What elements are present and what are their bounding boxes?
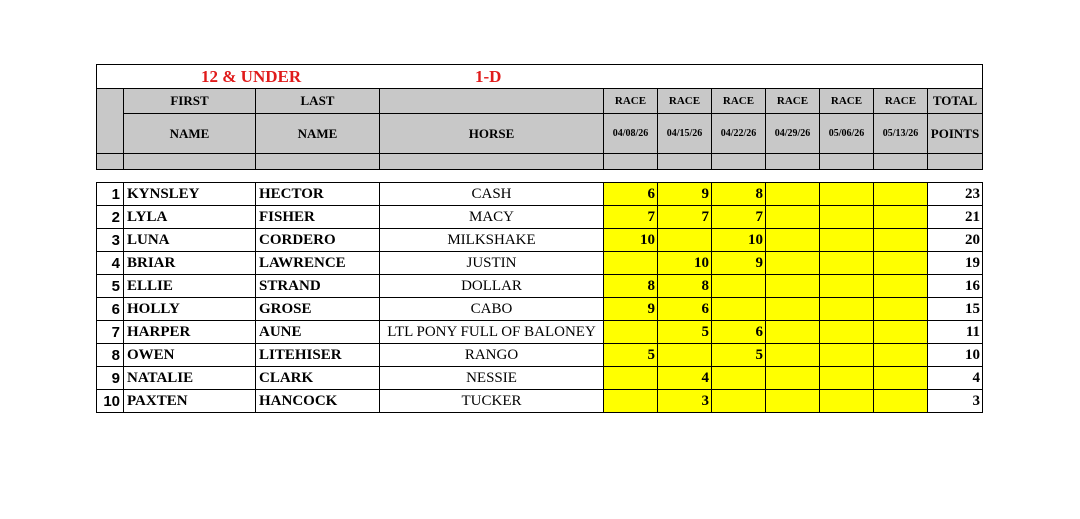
last-name-cell: CLARK [256,367,380,390]
total-points-cell: 11 [928,321,983,344]
race-4-header: RACE [766,89,820,114]
last-name-cell: STRAND [256,275,380,298]
total-points-cell: 16 [928,275,983,298]
race-6-points [874,252,928,275]
race-4-points [766,344,820,367]
race-5-points [820,367,874,390]
total-points-cell: 19 [928,252,983,275]
race-4-points [766,367,820,390]
spacer-cell [256,154,380,170]
race-6-points [874,344,928,367]
horse-cell: MILKSHAKE [380,229,604,252]
row-number: 4 [97,252,124,275]
race-3-points: 10 [712,229,766,252]
race-6-points [874,367,928,390]
race-5-points [820,275,874,298]
race-3-date: 04/22/26 [712,114,766,154]
table-row [97,229,983,252]
blank-cell [97,170,983,183]
title-row [97,65,983,89]
table-row [97,183,983,206]
race-5-points [820,206,874,229]
horse-cell: NESSIE [380,367,604,390]
first-name-cell: PAXTEN [124,390,256,413]
row-number: 2 [97,206,124,229]
total-points-cell: 10 [928,344,983,367]
race-1-points: 7 [604,206,658,229]
horse-cell: LTL PONY FULL OF BALONEY [380,321,604,344]
race-6-points [874,390,928,413]
race-3-points [712,390,766,413]
first-name-header-top: FIRST [124,89,256,114]
race-1-points: 9 [604,298,658,321]
last-name-cell: LITEHISER [256,344,380,367]
race-5-points [820,183,874,206]
race-2-points: 7 [658,206,712,229]
last-name-cell: GROSE [256,298,380,321]
race-1-points: 6 [604,183,658,206]
race-3-points [712,298,766,321]
race-1-points: 10 [604,229,658,252]
horse-cell: DOLLAR [380,275,604,298]
race-3-points: 5 [712,344,766,367]
first-name-cell: ELLIE [124,275,256,298]
total-points-cell: 21 [928,206,983,229]
race-5-points [820,252,874,275]
race-3-points: 9 [712,252,766,275]
race-4-points [766,298,820,321]
last-name-cell: FISHER [256,206,380,229]
last-name-cell: AUNE [256,321,380,344]
total-header-bottom: POINTS [928,114,983,154]
horse-cell: CABO [380,298,604,321]
race-1-points [604,252,658,275]
spacer-cell [874,154,928,170]
title-cell [97,65,983,89]
first-name-cell: KYNSLEY [124,183,256,206]
race-2-points: 6 [658,298,712,321]
row-number: 7 [97,321,124,344]
race-1-date: 04/08/26 [604,114,658,154]
race-5-points [820,298,874,321]
table-row [97,206,983,229]
race-1-points [604,367,658,390]
row-number: 1 [97,183,124,206]
race-1-header: RACE [604,89,658,114]
race-4-date: 04/29/26 [766,114,820,154]
last-name-cell: CORDERO [256,229,380,252]
race-5-points [820,344,874,367]
race-3-points: 7 [712,206,766,229]
race-5-date: 05/06/26 [820,114,874,154]
race-5-header: RACE [820,89,874,114]
total-points-cell: 3 [928,390,983,413]
header-spacer-row [97,154,983,170]
class-title: 1-D [475,67,502,86]
race-2-points: 8 [658,275,712,298]
race-3-points [712,367,766,390]
race-5-points [820,390,874,413]
first-name-cell: HOLLY [124,298,256,321]
spacer-cell [712,154,766,170]
race-5-points [820,229,874,252]
row-number: 3 [97,229,124,252]
table-row [97,298,983,321]
spacer-cell [97,154,124,170]
standings-body [97,183,983,413]
race-2-points: 5 [658,321,712,344]
first-name-cell: OWEN [124,344,256,367]
race-2-points [658,344,712,367]
first-name-header-bottom: NAME [124,114,256,154]
race-4-points [766,390,820,413]
row-number: 8 [97,344,124,367]
division-title: 12 & UNDER [201,67,302,86]
race-2-date: 04/15/26 [658,114,712,154]
blank-row [97,170,983,183]
total-points-cell: 23 [928,183,983,206]
header-row-top [97,89,983,114]
horse-cell: JUSTIN [380,252,604,275]
horse-header-top [380,89,604,114]
spacer-cell [766,154,820,170]
horse-cell: MACY [380,206,604,229]
first-name-cell: HARPER [124,321,256,344]
race-2-points: 4 [658,367,712,390]
horse-cell: TUCKER [380,390,604,413]
total-points-cell: 15 [928,298,983,321]
race-4-points [766,275,820,298]
race-6-points [874,229,928,252]
race-6-points [874,321,928,344]
last-name-cell: HECTOR [256,183,380,206]
standings-table [96,64,983,413]
header-row-bottom [97,114,983,154]
race-1-points [604,390,658,413]
table-row [97,344,983,367]
first-name-cell: LUNA [124,229,256,252]
race-2-points: 10 [658,252,712,275]
race-2-points: 9 [658,183,712,206]
table-row [97,367,983,390]
race-4-points [766,206,820,229]
spacer-cell [604,154,658,170]
first-name-cell: NATALIE [124,367,256,390]
first-name-cell: BRIAR [124,252,256,275]
race-3-points: 6 [712,321,766,344]
race-1-points: 8 [604,275,658,298]
race-2-points: 3 [658,390,712,413]
spacer-cell [658,154,712,170]
table-row [97,252,983,275]
race-2-header: RACE [658,89,712,114]
spacer-cell [124,154,256,170]
last-name-header-bottom: NAME [256,114,380,154]
race-6-points [874,183,928,206]
horse-cell: CASH [380,183,604,206]
last-name-cell: LAWRENCE [256,252,380,275]
race-6-points [874,275,928,298]
horse-cell: RANGO [380,344,604,367]
race-4-points [766,252,820,275]
race-6-header: RACE [874,89,928,114]
first-name-cell: LYLA [124,206,256,229]
total-header-top: TOTAL [928,89,983,114]
row-number: 6 [97,298,124,321]
race-3-points: 8 [712,183,766,206]
race-3-header: RACE [712,89,766,114]
table-row [97,321,983,344]
horse-header: HORSE [380,114,604,154]
row-number: 10 [97,390,124,413]
table-row [97,390,983,413]
race-4-points [766,321,820,344]
total-points-cell: 4 [928,367,983,390]
race-1-points: 5 [604,344,658,367]
last-name-cell: HANCOCK [256,390,380,413]
row-number: 5 [97,275,124,298]
race-4-points [766,183,820,206]
row-number: 9 [97,367,124,390]
race-6-points [874,298,928,321]
race-3-points [712,275,766,298]
spacer-cell [380,154,604,170]
race-5-points [820,321,874,344]
last-name-header-top: LAST [256,89,380,114]
race-1-points [604,321,658,344]
race-6-date: 05/13/26 [874,114,928,154]
spacer-cell [820,154,874,170]
total-points-cell: 20 [928,229,983,252]
spacer-cell [928,154,983,170]
race-4-points [766,229,820,252]
race-2-points [658,229,712,252]
race-6-points [874,206,928,229]
table-row [97,275,983,298]
row-number-header [97,89,124,154]
